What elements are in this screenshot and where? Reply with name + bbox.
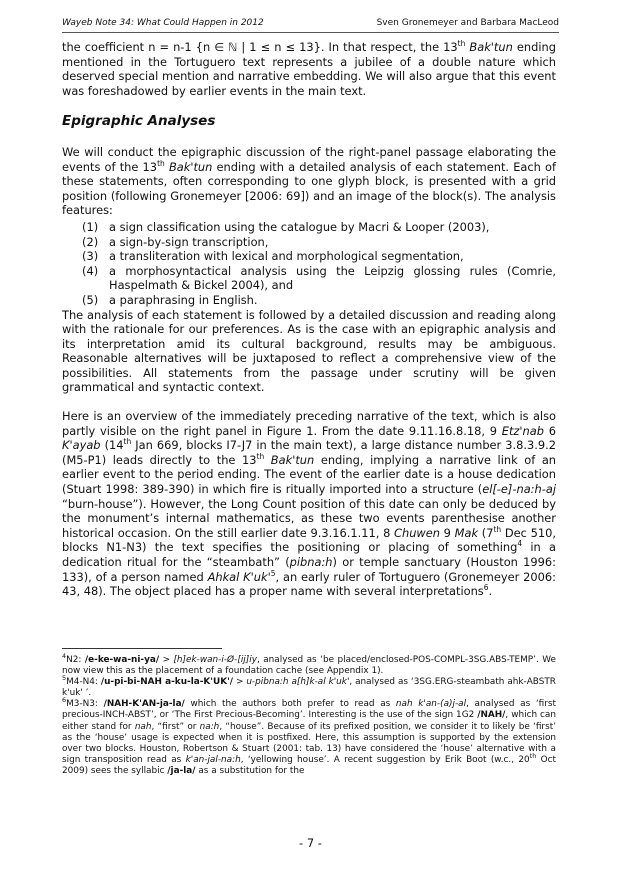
footnote-mark: 6: [62, 696, 67, 705]
superscript: th: [256, 452, 265, 462]
term: Chuwen: [394, 525, 440, 540]
header-right: Sven Gronemeyer and Barbara MacLeod: [376, 18, 559, 28]
list-number: (4): [82, 263, 99, 278]
text-run: ’. We now view this as the placement of a foundation cache (see Appendix 1).: [62, 655, 556, 677]
footnotes: [62, 652, 557, 777]
transcription: /ja-la/: [167, 765, 196, 776]
text-run: , which can either stand for: [62, 710, 556, 732]
list-item: [62, 249, 556, 264]
text-run: .: [488, 584, 493, 599]
list-number: (1): [82, 219, 99, 234]
main-text: [62, 40, 556, 599]
footnote-ref[interactable]: 5: [270, 568, 276, 578]
text-run: >: [233, 677, 247, 688]
term: Bak'tun: [469, 40, 513, 54]
term: K'ayab: [62, 438, 101, 453]
text-run: ’, or ‘The First Precious-Becoming’. Interesting is the use of the sign 1G2: [150, 710, 478, 721]
list-item: [62, 293, 556, 308]
list-number: (5): [82, 292, 99, 307]
text-run: (7: [478, 525, 494, 540]
footnote-divider: [62, 648, 222, 649]
transliteration: u-pibna:h a[h]k-al k'uk': [246, 677, 350, 688]
term: Bak'tun: [270, 452, 315, 467]
term: Ahkal K'uk': [207, 569, 271, 584]
text-run: k'uk' ’.: [62, 688, 92, 699]
paragraph-3: The analysis of each statement is followed by a detailed discussion and reading along with the rationale for our preferences. As is the case with an epigraphic analysis and its interpretation amid its cultural background, results may be ambiguous. Reasonable alternatives will be juxtaposed to reflect a comprehensive view of the possibilities. All statements from the passage under scrutiny will be given grammatical and syntactic context.: [62, 307, 556, 395]
text-run: N2:: [66, 655, 85, 665]
text-run: (14: [100, 438, 124, 453]
transliteration: nah k'an-(a)j-al: [395, 699, 467, 710]
text-run: Here is an overview of the immediately preceding narrative of the text, which is also partly visible on the right panel in Figure 1. From the date 9.11.16.8.18, 9: [62, 409, 556, 438]
text-run: We will conduct the epigraphic discussion of the right-panel passage elaborating the events of the 13: [62, 144, 556, 174]
footnote-6: [62, 696, 557, 777]
text-run: [264, 453, 271, 467]
list-text: a sign-by-sign transcription,: [109, 234, 269, 249]
term: el[-e]-na:h-aj: [482, 482, 556, 497]
list-item: [62, 264, 556, 293]
text-run: Dec 510, blocks N1-N3) the text specifies the positioning or placing of something: [62, 525, 556, 555]
page-number: - 7 -: [299, 836, 322, 850]
text-run: , analysed as ‘first precious-: [62, 699, 557, 721]
gloss: ABSTR: [526, 677, 556, 688]
gloss: INCH-ABST: [102, 710, 151, 721]
transcription: /u-pi-bi-NAH a-ku-la-K'UK'/: [100, 677, 234, 688]
list-item: [62, 235, 556, 250]
transcription: /e-ke-wa-ni-ya/: [84, 655, 160, 665]
term: Mak: [454, 525, 479, 540]
footnote-ref[interactable]: 4: [517, 539, 523, 549]
text-run: , an early ruler of Tortuguero (Gronemeyer 2006: 43, 48). The object placed has a proper name with several interpretations: [62, 569, 557, 599]
transliteration: nah: [134, 721, 152, 732]
list-text: a transliteration with lexical and morphological segmentation,: [109, 249, 464, 264]
text-run: as a substitution for the: [195, 765, 305, 776]
text-run: , analysed as ‘be placed/enclosed-: [256, 655, 413, 665]
footnote-5: [62, 674, 556, 699]
header-left: Wayeb Note 34: What Could Happen in 2012: [62, 18, 264, 28]
text-run: “burn-house”). However, the Long Count position of this date can only be deduced by the monument’s internal mathematics, as these two events parenthesise another historical occasion. On the still earlier date 9.3.16.1.11, 8: [62, 496, 556, 540]
text-run: >: [159, 655, 174, 665]
text-run: , “first” or: [151, 721, 200, 732]
text-run: ending, implying a narrative link of an earlier event to the period ending. The event of the earlier date is a house dedication (Stuart 1998: 389-390) in which fire is ritually imported into a structure (: [62, 452, 557, 497]
text-run: -steambath ahk-: [453, 677, 527, 688]
list-text: a morphosyntactical analysis using the Leipzig glossing rules (Comrie, Haspelmath & Bickel 2004), and: [109, 263, 556, 293]
text-run: 6: [543, 423, 556, 438]
text-run: Oct 2009) sees the syllabic: [62, 754, 556, 776]
list-text: a sign classification using the catalogue by Macri & Looper (2003),: [109, 219, 490, 234]
text-run: Jan 669, blocks I7-J7 in the main text), a large distance number 3.8.3.9.2 (M5-P1) leads directly to the 13: [62, 438, 556, 467]
superscript: th: [123, 437, 132, 447]
transcription: /NAH-K'AN-ja-la/: [103, 699, 185, 710]
feature-list: [62, 220, 556, 308]
paragraph-4: [62, 409, 556, 599]
superscript: th: [493, 525, 502, 535]
superscript: th: [529, 751, 537, 760]
text-run: , analysed as ‘: [349, 677, 414, 688]
term: Bak'tun: [168, 159, 213, 174]
text-run: in a dedication ritual for the “steambath” (: [62, 540, 557, 569]
list-number: (3): [82, 249, 99, 264]
superscript: th: [157, 158, 165, 168]
text-run: , “house”. Because of its prefixed position, we consider it to likely be ‘first’ as the ‘house’ usage is expected when it is postfixed. Here, this assumption is supported by the extension over two blocks. Houston, Robertson & Stuart (2001: tab. 13) have considered the ‘house’ alternative with a sign transposition read as: [62, 721, 557, 765]
text-run: ending with a detailed analysis of each statement. Each of these statements, often corresponding to one glyph block, is presented with a grid position (following Gronemeyer [2006: 69]) and an image of the block(s). The analysis features:: [62, 159, 557, 218]
list-text: a paraphrasing in English.: [109, 292, 258, 307]
footnote-mark: 5: [62, 674, 67, 683]
running-header: [62, 18, 559, 33]
text-run: 9: [439, 525, 455, 540]
footnote-mark: 4: [62, 652, 67, 661]
text-run: , ‘yellowing house’. A recent suggestion by Erik Boot (w.c., 20: [240, 754, 530, 765]
text-run: ) or temple sanctuary (Houston 1996: 133), of a person named: [62, 555, 556, 584]
transliteration: na:h: [199, 721, 220, 732]
text-run: M4-N4:: [66, 677, 101, 688]
list-number: (2): [82, 234, 99, 249]
transcription: /NAH/: [477, 710, 506, 721]
gloss: 3SG.ERG: [413, 677, 454, 688]
text-run: ending mentioned in the Tortuguero text represents a jubilee of a double nature which deserved special mention and narrative embedding. We will also argue that this event was foreshadowed by earlier events in the main text.: [62, 40, 556, 98]
footnote-ref[interactable]: 6: [483, 583, 489, 593]
term: pibna:h: [289, 555, 333, 569]
text-run: the coefficient n = n-1 {n ∈ ℕ | 1 ≤ n ≤ 13}. In that respect, the 13: [62, 40, 458, 54]
paragraph-1: [62, 40, 556, 98]
gloss: POS-COMPL-3SG.ABS-TEMP: [412, 655, 534, 665]
paragraph-2: [62, 145, 556, 218]
section-heading: Epigraphic Analyses: [62, 113, 216, 130]
text-run: which the authors both prefer to read as: [184, 699, 396, 710]
superscript: th: [457, 39, 466, 49]
transliteration: k'an-jal-na:h: [185, 754, 241, 765]
footnote-4: [62, 652, 556, 677]
text-run: M3-N3:: [66, 699, 104, 710]
term: Etz'nab: [501, 423, 544, 438]
list-item: [62, 220, 556, 235]
transliteration: [h]ek-wan-i-Ø-[ij]iy: [173, 655, 257, 665]
